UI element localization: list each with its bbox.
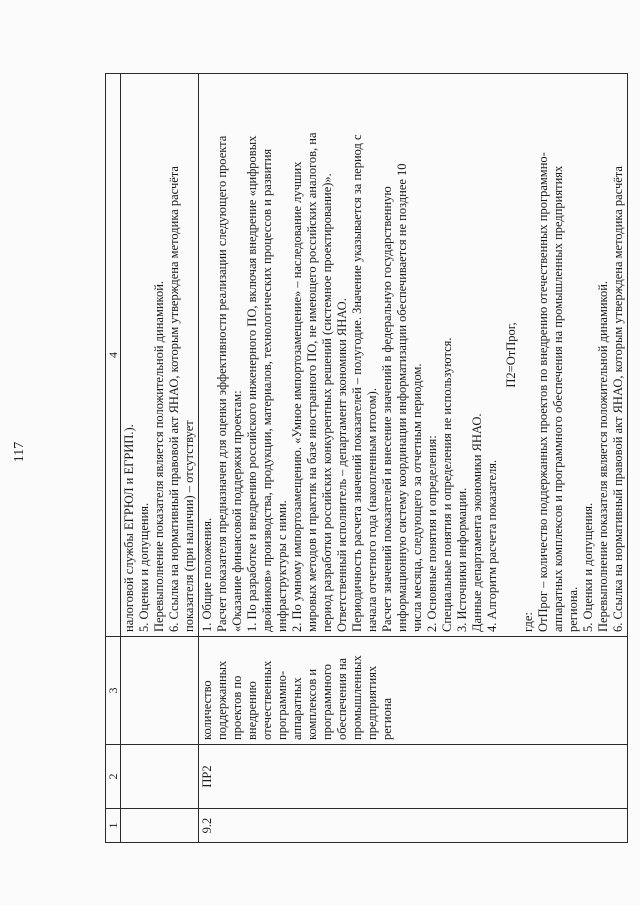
indicator-name-line: программного	[320, 664, 334, 740]
method-line: 4. Алгоритм расчета показателя.	[485, 459, 499, 632]
indicator-name-line: отечественных	[260, 660, 274, 740]
method-line: Перевыполнение показателя является положительной динамикой.	[596, 280, 610, 632]
method-line: Расчет значений показателей и внесение значений в федеральную государственную	[380, 186, 394, 632]
method-line: аппаратных комплексов и программного обеспечения на промышленных предприятиях	[551, 165, 565, 632]
header-col-1: 1	[106, 809, 121, 843]
method-line: показателя (при наличии) – отсутствует	[182, 420, 196, 632]
indicator-name-line: количество	[200, 680, 214, 740]
method-line: Ответственный исполнитель – департамент экономики ЯНАО.	[335, 298, 349, 632]
method-line: региона.	[566, 586, 580, 632]
cont-code-cell	[121, 745, 199, 809]
method-line: 1. По разработке и внедрению российского инженерного ПО, включая внедрение «цифровых	[245, 135, 259, 632]
table-header-row	[106, 74, 121, 843]
indicator-code: ПР2	[199, 745, 628, 809]
method-line: налоговой службы ЕГРЮЛ и ЕГРИП.).	[122, 424, 136, 632]
method-line: 2. Основные понятия и определения:	[425, 435, 439, 632]
method-line: 1. Общие положения.	[200, 517, 214, 632]
indicator-name-line: поддержанных	[215, 660, 229, 740]
cont-num-cell	[121, 809, 199, 843]
row-number: 9.2	[199, 809, 628, 843]
method-line: начала отчетного года (накопленным итогом).	[365, 388, 379, 632]
method-line: 6. Ссылка на нормативный правовой акт ЯНАО, которым утверждена методика расчёта	[611, 166, 625, 632]
indicator-name-line: программно-	[275, 670, 289, 740]
indicator-name-line: аппаратных	[290, 677, 304, 740]
cont-method-cell	[121, 74, 199, 637]
table-row-continued	[121, 74, 199, 843]
method-line: Периодичность расчета значений показателей – полугодие. Значение указывается за период с	[350, 134, 364, 632]
page-number: 117	[12, 441, 27, 463]
indicator-name-line: обеспечения на	[335, 657, 349, 740]
method-line: период разработки российских конкурентных решений (системное проектирование)».	[320, 173, 334, 632]
indicator-name-line: предприятиях	[365, 665, 379, 740]
rotated-page-content	[105, 73, 625, 843]
method-line: ОтПрог – количество поддержанных проектов по внедрению отечественных программно-	[536, 152, 550, 632]
method-line: мировых методов и практик на базе иностранного ПО, не имеющего российских аналогов, на	[305, 132, 319, 632]
method-line: инфраструктуры с ними.	[275, 500, 289, 632]
method-line: Специальные понятия и определения не используются.	[440, 337, 454, 632]
indicator-name-line: проектов по	[230, 675, 244, 740]
method-line: числа месяца, следующего за отчетным периодом.	[410, 363, 424, 632]
method-line: 6. Ссылка на нормативный правовой акт ЯНАО, которым утверждена методика расчёта	[167, 166, 181, 632]
method-line: Расчет показателя предназначен для оценки эффективности реализации следующего проекта	[215, 135, 229, 632]
indicator-name-line: промышленных	[350, 655, 364, 740]
header-col-4: 4	[106, 74, 121, 637]
method-line: 3. Источники информации.	[455, 487, 469, 632]
indicator-name-cell	[199, 637, 628, 745]
method-line: 2. По умному импортозамещению. «Умное импортозамещение» – наследование лучших	[290, 161, 304, 632]
method-line: Перевыполнение показателя является положительной динамикой.	[152, 280, 166, 632]
indicator-name-line: региона	[380, 697, 394, 740]
method-line: двойников» производства, продукции, материалов, технологических процессов и развития	[260, 148, 274, 632]
header-col-2: 2	[106, 745, 121, 809]
cont-name-cell	[121, 637, 199, 745]
method-line: Данные департамента экономики ЯНАО.	[470, 413, 484, 632]
indicator-table	[105, 73, 628, 843]
header-col-3: 3	[106, 637, 121, 745]
method-line: информационную систему координации информатизации обеспечивается не позднее 10	[395, 163, 409, 632]
method-line: «Оказание финансовой поддержки проектам:	[230, 390, 244, 632]
method-line: 5. Оценки и допущения.	[137, 502, 151, 632]
method-cell	[199, 74, 628, 637]
table-row-9-2	[199, 74, 628, 843]
indicator-name-line: комплексов и	[305, 668, 319, 740]
method-line: 5. Оценки и допущения.	[581, 502, 595, 632]
method-line: где:	[521, 612, 535, 632]
indicator-name-line: внедрению	[245, 681, 259, 740]
formula: П2=ОтПрог,	[504, 322, 518, 388]
